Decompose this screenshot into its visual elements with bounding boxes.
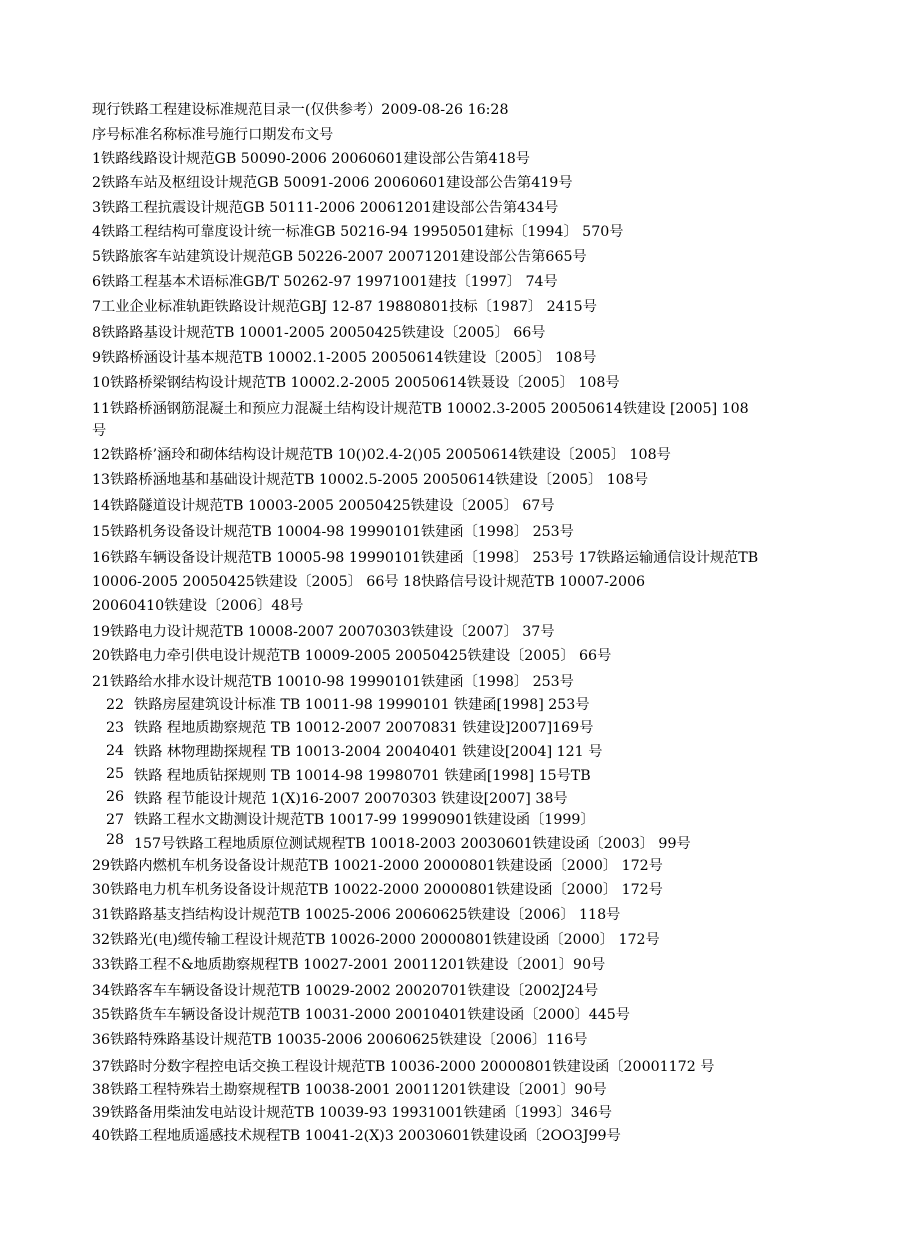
row-number: 25: [106, 766, 125, 782]
document-title: 现行铁路工程建设标准规范目录一(仅供参考）2009-08-26 16:28: [92, 102, 509, 118]
list-item: 1铁路线路设计规范GB 50090-2006 20060601建设部公告第418号: [92, 151, 530, 167]
list-item: 35铁路货车车辆设备设计规范TB 10031-2000 20010401铁建设函〔2000〕445号: [92, 1007, 630, 1023]
table-header: 序号标准名称标准号施行口期发布文号: [92, 127, 334, 143]
row-number: 23: [106, 720, 125, 736]
list-item: 16铁路车辆设备设计规范TB 10005-98 19990101铁建函〔1998〕 253号 17铁路运输通信设计规范TB: [92, 550, 759, 566]
list-item: 12铁路桥’涵玲和砌体结构设计规范TB 10()02.4-2()05 20050614铁建设〔2005〕 108号: [92, 447, 671, 463]
list-item-continuation: 20060410铁建设〔2006〕48号: [92, 598, 304, 614]
list-item: 铁路 程地质勘察规范 TB 10012-2007 20070831 铁建设]2007]169号: [134, 720, 594, 736]
list-item: 4铁路工程结构可靠度设计统一标准GB 50216-94 19950501建标〔1994〕 570号: [92, 224, 624, 240]
list-item: 29铁路内燃机车机务设备设计规范TB 10021-2000 20000801铁建设函〔2000〕 172号: [92, 858, 663, 874]
list-item: 15铁路机务设备设计规范TB 10004-98 19990101铁建函〔1998〕 253号: [92, 524, 574, 540]
list-item: 157号铁路工程地质原位测试规程TB 10018-2003 20030601铁建设函〔2003〕 99号: [134, 836, 691, 852]
list-item: 30铁路电力机车机务设备设计规范TB 10022-2000 20000801铁建设函〔2000〕 172号: [92, 882, 663, 898]
list-item-continuation: 10006-2005 20050425铁建设〔2005〕 66号 18快路信号设计规范TB 10007-2006: [92, 574, 646, 590]
row-number: 28: [106, 832, 125, 848]
row-number: 26: [106, 789, 125, 805]
list-item: 9铁路桥涵设计基本规范TB 10002.1-2005 20050614铁建设〔2005〕 108号: [92, 350, 597, 366]
list-item: 铁路 程节能设计规范 1(X)16-2007 20070303 铁建设[2007] 38号: [134, 791, 568, 807]
list-item: 21铁路给水排水设计规范TB 10010-98 19990101铁建函〔1998〕 253号: [92, 674, 574, 690]
list-item: 36铁路特殊路基设计规范TB 10035-2006 20060625铁建设〔2006〕116号: [92, 1032, 588, 1048]
list-item: 5铁路旅客车站建筑设计规范GB 50226-2007 20071201建设部公告第665号: [92, 249, 587, 265]
list-item: 6铁路工程基本术语标准GB/T 50262-97 19971001建技〔1997〕 74号: [92, 274, 558, 290]
list-item: 33铁路工程不&地质勘察规程TB 10027-2001 20011201铁建设〔2001〕90号: [92, 957, 606, 973]
list-item: 38铁路工程特殊岩土勘察规程TB 10038-2001 20011201铁建设〔2001〕90号: [92, 1082, 607, 1098]
list-item: 10铁路桥梁钢结构设计规范TB 10002.2-2005 20050614铁聂设〔2005〕 108号: [92, 375, 620, 391]
list-item: 11铁路桥涵钢筋混凝土和预应力混凝土结构设计规范TB 10002.3-2005 20050614铁建设 [2005] 108: [92, 401, 749, 417]
list-item: 铁路工程水文勘测设计规范TB 10017-99 19990901铁建设函〔1999〕: [134, 812, 595, 828]
list-item-continuation: 号: [92, 423, 107, 439]
row-number: 24: [106, 743, 125, 759]
list-item: 32铁路光(电)缆传输工程设计规范TB 10026-2000 20000801铁建设函〔2000〕 172号: [92, 932, 660, 948]
list-item: 39铁路备用柴油发电站设计规范TB 10039-93 19931001铁建函〔1993〕346号: [92, 1105, 612, 1121]
list-item: 34铁路客车车辆设备设计规范TB 10029-2002 20020701铁建设〔2002J24号: [92, 983, 599, 999]
row-number: 27: [106, 812, 125, 828]
list-item: 3铁路工程抗震设计规范GB 50111-2006 20061201建设部公告第434号: [92, 200, 559, 216]
list-item: 14铁路隧道设计规范TB 10003-2005 20050425铁建设〔2005〕 67号: [92, 498, 555, 514]
list-item: 20铁路电力牵引供电设计规范TB 10009-2005 20050425铁建设〔2005〕 66号: [92, 648, 612, 664]
list-item: 19铁路电力设计规范TB 10008-2007 20070303铁建设〔2007〕 37号: [92, 624, 555, 640]
list-item: 铁路房屋建筑设计标准 TB 10011-98 19990101 铁建函[1998] 253号: [134, 697, 590, 713]
list-item: 13铁路桥涵地基和基础设计规范TB 10002.5-2005 20050614铁建设〔2005〕 108号: [92, 472, 649, 488]
list-item: 7工业企业标准轨距铁路设计规范GBJ 12-87 19880801技标〔1987〕 2415号: [92, 299, 597, 315]
list-item: 31铁路路基支挡结构设计规范TB 10025-2006 20060625铁建设〔2006〕 118号: [92, 907, 621, 923]
list-item: 8铁路路基设计规范TB 10001-2005 20050425铁建设〔2005〕 66号: [92, 325, 546, 341]
list-item: 2铁路车站及枢纽设计规范GB 50091-2006 20060601建设部公告第419号: [92, 175, 573, 191]
list-item: 铁路 林物理勘探规程 TB 10013-2004 20040401 铁建设[2004] 121 号: [134, 744, 603, 760]
list-item: 40铁路工程地质遥感技术规程TB 10041-2(X)3 20030601铁建设函〔2OO3J99号: [92, 1128, 621, 1144]
list-item: 铁路 程地质钻探规则 TB 10014-98 19980701 铁建函[1998] 15号TB: [134, 768, 591, 784]
list-item: 37铁路时分数字程控电话交换工程设计规范TB 10036-2000 20000801铁建设函〔20001172 号: [92, 1059, 715, 1075]
row-number: 22: [106, 697, 125, 713]
